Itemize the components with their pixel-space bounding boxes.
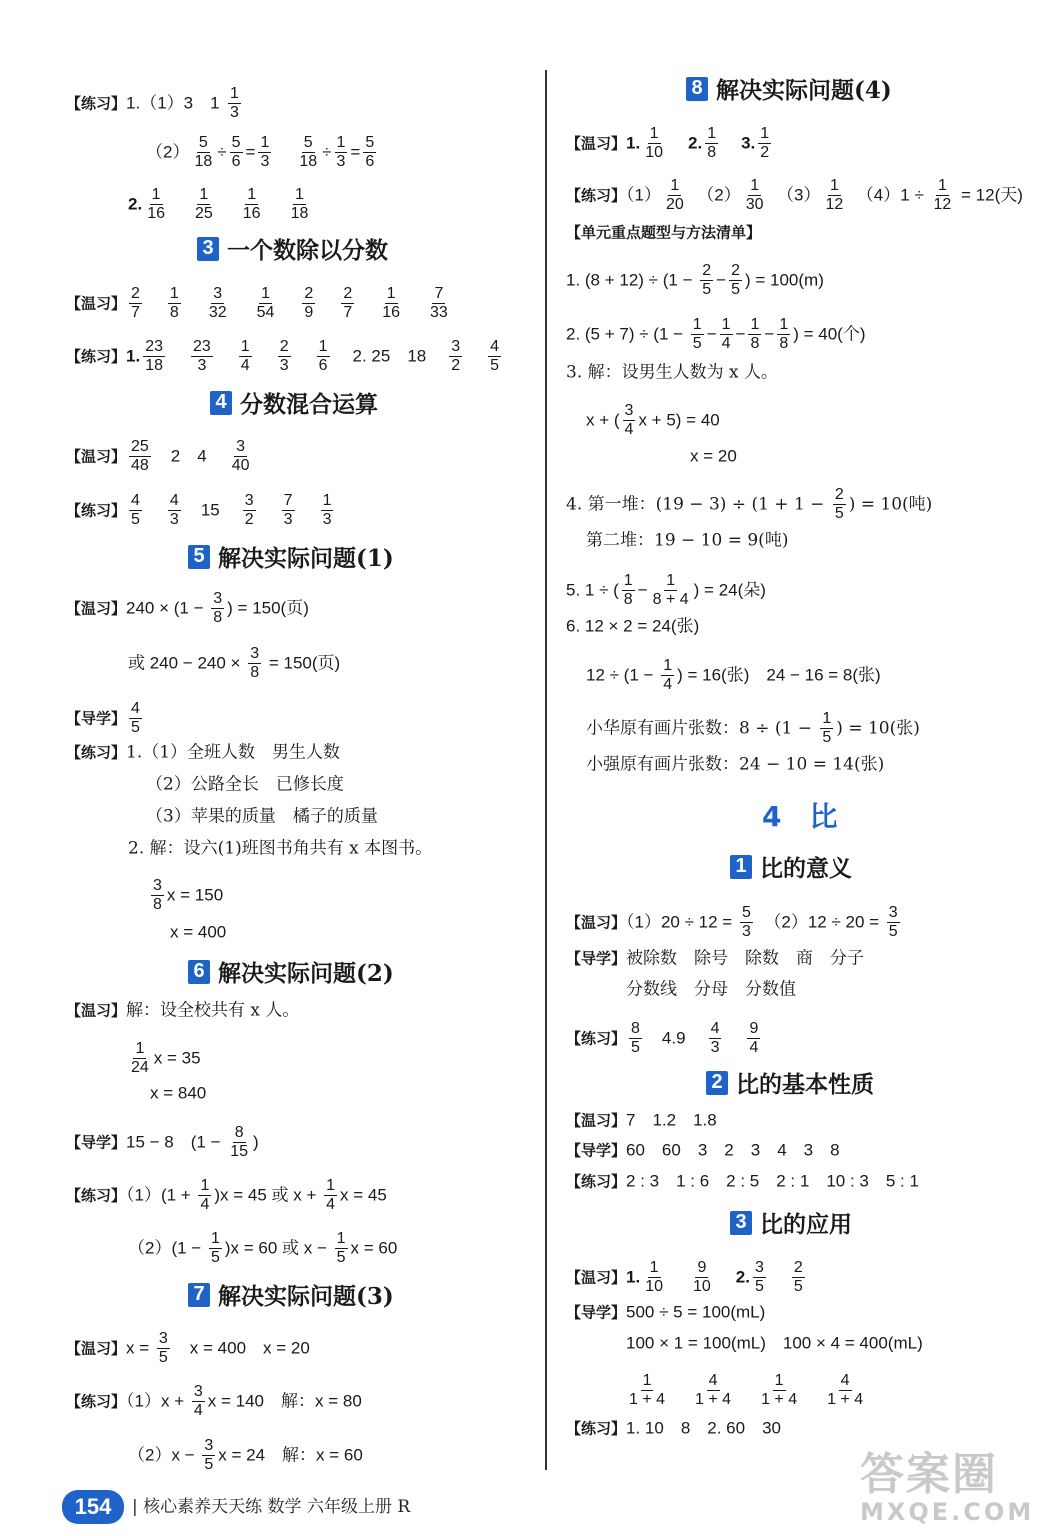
unit-item-3-eq1: x + ( $\frac{3}{4}$ x + 5) = 40: [586, 402, 720, 438]
s5-lianxi-4: 2. 解：设六(1)班图书角共有 x 本图书。: [128, 838, 433, 859]
s6-eq-1: $\frac{1}{24}$ x = 35: [131, 1040, 201, 1076]
footer-book-title: | 核心素养天天练 数学 六年级上册 R: [132, 1497, 411, 1517]
b2-wenxi: 【温习】7 1.2 1.8: [566, 1110, 717, 1130]
chapter-title: 4 比: [762, 800, 838, 833]
s4-lianxi: 【练习】 $\frac{4}{5}$ $\frac{4}{3}$ 15 $\frac{3}{2}$ $\frac{7}{3}$ $\frac{1}{3}$: [66, 492, 332, 528]
s6-lianxi-1: 【练习】（1）(1 + $\frac{1}{4}$ )x = 45 或 x + $\frac{1}{4}$ x = 45: [66, 1177, 387, 1213]
unit-item-3: 3. 解：设男生人数为 x 人。: [566, 362, 779, 383]
b3-daoxue-3: $\frac{1}{1 + 4}$ $\frac{4}{1 + 4}$ $\frac{1}{1 + 4}$ $\frac{4}{1 + 4}$: [629, 1372, 864, 1408]
s5-daoxue: 【导学】 $\frac{4}{5}$: [66, 700, 140, 736]
s5-lianxi-1: 【练习】1.（1）全班人数 男生人数: [66, 742, 341, 763]
section-3-title: 3 一个数除以分数: [197, 232, 388, 265]
s5-wenxi-alt: 或 240 − 240 × $\frac{3}{8}$ = 150(页): [128, 645, 341, 681]
left-lianxi-line3: 2. $\frac{1}{16}$ $\frac{1}{25}$ $\frac{1}{16}$ $\frac{1}{18}$: [128, 186, 309, 222]
page-number-badge: 154: [62, 1490, 124, 1524]
section-5-title: 5 解决实际问题(1): [188, 540, 394, 573]
s7-lianxi-1: 【练习】（1）x + $\frac{3}{4}$ x = 140 解：x = 80: [66, 1383, 362, 1419]
b3-daoxue-2: 100 × 1 = 100(mL) 100 × 4 = 400(mL): [626, 1333, 923, 1353]
s5-eq-1: $\frac{3}{8}$ x = 150: [153, 877, 224, 913]
unit-item-2: 2. (5 + 7) ÷ (1 − $\frac{1}{5}$ − $\frac{1}{4}$ − $\frac{1}{8}$ − $\frac{1}{8}$ ) = 40(个): [566, 316, 866, 352]
s5-eq-2: x = 400: [170, 922, 227, 942]
s6-wenxi: 【温习】解：设全校共有 x 人。: [66, 1000, 300, 1021]
section-8-title: 8 解决实际问题(4): [686, 72, 892, 105]
b2-lianxi: 【练习】2 : 3 1 : 6 2 : 5 2 : 1 10 : 3 5 : 1: [566, 1171, 919, 1191]
s4-wenxi: 【温习】 $\frac{25}{48}$ 2 4 $\frac{3}{40}$: [66, 438, 250, 474]
left-lianxi-line1: 【练习】1.（1）3 1 $\frac{1}{3}$: [66, 85, 239, 121]
s8-wenxi: 【温习】1. $\frac{1}{10}$ 2. $\frac{1}{8}$ 3. $\frac{1}{2}$: [566, 125, 770, 161]
left-lianxi-line2: （2） $\frac{5}{18}$ ÷ $\frac{5}{6}$ = $\frac{1}{3}$ $\frac{5}{18}$ ÷ $\frac{1}{3}$ = $\frac{5}{6}$: [146, 134, 375, 170]
unit-item-6: 6. 12 × 2 = 24(张): [566, 616, 700, 636]
unit-item-5: 5. 1 ÷ ( $\frac{1}{8}$ − $\frac{1}{8 + 4}$ ) = 24(朵): [566, 572, 766, 608]
s6-lianxi-2: （2）(1 − $\frac{1}{5}$ )x = 60 或 x − $\frac{1}{5}$ x = 60: [128, 1230, 398, 1266]
s3-lianxi: 【练习】1. $\frac{23}{18}$ $\frac{23}{3}$ $\frac{1}{4}$ $\frac{2}{3}$ $\frac{1}{6}$ 2. 25 18 $\frac{3}{2}$ $\frac{4}{5}$: [66, 338, 500, 374]
b3-lianxi: 【练习】1. 10 8 2. 60 30: [566, 1418, 781, 1438]
b3-wenxi: 【温习】1. $\frac{1}{10}$ $\frac{9}{10}$ 2. $\frac{3}{5}$ $\frac{2}{5}$: [566, 1259, 803, 1295]
fraction: $\frac{1}{3}$: [229, 85, 239, 121]
section-7-title: 7 解决实际问题(3): [188, 1278, 394, 1311]
s5-lianxi-2: （2）公路全长 已修长度: [146, 774, 344, 795]
b2-daoxue: 【导学】60 60 3 2 3 4 3 8: [566, 1140, 840, 1160]
unit-key-heading: 【单元重点题型与方法清单】: [566, 223, 762, 242]
s5-lianxi-3: （3）苹果的质量 橘子的质量: [146, 806, 378, 827]
unit-item-6d: 小强原有画片张数：24 − 10 = 14(张): [586, 754, 885, 775]
section-6-title: 6 解决实际问题(2): [188, 955, 394, 988]
b1-wenxi: 【温习】（1）20 ÷ 12 = $\frac{5}{3}$ （2）12 ÷ 20 = $\frac{3}{5}$: [566, 904, 898, 940]
b1-daoxue-1: 【导学】被除数 除号 除数 商 分子: [566, 948, 865, 969]
s5-wenxi: 【温习】240 × (1 − $\frac{3}{8}$ ) = 150(页): [66, 590, 309, 626]
s7-lianxi-2: （2）x − $\frac{3}{5}$ x = 24 解：x = 60: [128, 1437, 363, 1473]
unit-item-6c: 小华原有画片张数：8 ÷ (1 − $\frac{1}{5}$ ) = 10(张): [586, 710, 920, 746]
tag-lianxi: 【练习】: [66, 94, 127, 113]
section-b2-title: 2 比的基本性质: [706, 1066, 874, 1099]
s8-lianxi: 【练习】（1） $\frac{1}{20}$ （2） $\frac{1}{30}$ （3） $\frac{1}{12}$ （4）1 ÷ $\frac{1}{12}$ = 12(天): [566, 177, 1023, 213]
s7-wenxi: 【温习】x = $\frac{3}{5}$ x = 400 x = 20: [66, 1330, 310, 1366]
section-b1-title: 1 比的意义: [730, 850, 852, 883]
section-4-title: 4 分数混合运算: [210, 386, 378, 419]
unit-item-6b: 12 ÷ (1 − $\frac{1}{4}$ ) = 16(张) 24 − 16 = 8(张): [586, 657, 881, 693]
unit-item-1: 1. (8 + 12) ÷ (1 − $\frac{2}{5}$ − $\frac{2}{5}$ ) = 100(m): [566, 262, 824, 298]
column-divider: [545, 70, 547, 1470]
b3-daoxue-1: 【导学】500 ÷ 5 = 100(mL): [566, 1302, 766, 1322]
s3-wenxi: 【温习】 $\frac{2}{7}$ $\frac{1}{8}$ $\frac{3}{32}$ $\frac{1}{54}$ $\frac{2}{9}$ $\frac{2}{7}$ $\frac{1}{16}$ $\frac{7}{33}$: [66, 285, 448, 321]
watermark-logo: 答案圈 MXQE.COM: [860, 1449, 1035, 1526]
s6-eq-2: x = 840: [150, 1083, 207, 1103]
unit-item-4: 4. 第一堆：(19 − 3) ÷ (1 + 1 − $\frac{2}{5}$ ) = 10(吨): [566, 486, 933, 522]
unit-item-4b: 第二堆：19 − 10 = 9(吨): [586, 530, 789, 551]
b1-lianxi: 【练习】 $\frac{8}{5}$ 4.9 $\frac{4}{3}$ $\frac{9}{4}$: [566, 1020, 759, 1056]
section-b3-title: 3 比的应用: [730, 1206, 852, 1239]
s6-daoxue: 【导学】15 − 8 (1 − $\frac{8}{15}$ ): [66, 1124, 259, 1160]
b1-daoxue-2: 分数线 分母 分数值: [626, 979, 796, 1000]
unit-item-3-eq2: x = 20: [690, 446, 737, 466]
